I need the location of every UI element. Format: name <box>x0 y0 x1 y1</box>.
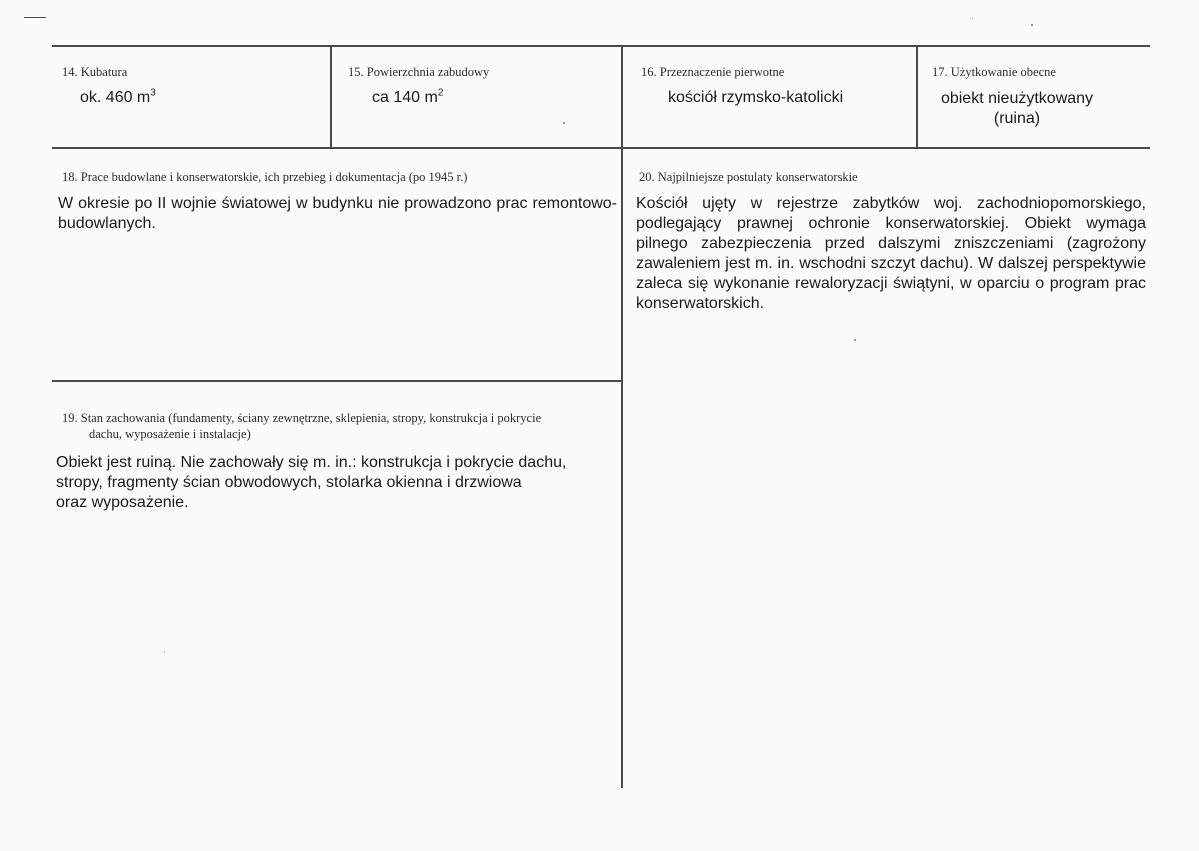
scan-speck <box>164 652 165 653</box>
field-18-prace-budowlane <box>58 169 617 234</box>
field18-bottom-line <box>52 380 622 382</box>
field-14-unit-exponent: 3 <box>150 87 156 99</box>
field-18-label: 18. Prace budowlane i konserwatorskie, ich przebieg i dokumentacja (po 1945 r.) <box>62 170 468 184</box>
scan-speck <box>1031 24 1033 26</box>
scan-speck <box>563 122 565 124</box>
field-17-value-line1: obiekt nieużytkowany <box>940 90 1094 107</box>
field-15-value-text: ca 140 m <box>372 89 438 106</box>
field-19-stan-zachowania <box>56 410 617 513</box>
field-19-value-line2: stropy, fragmenty ścian obwodowych, stolarka okienna i drzwiowa <box>56 474 522 491</box>
field-16-przeznaczenie <box>641 64 911 108</box>
field-15-value <box>348 88 608 108</box>
field-14-value-text: ok. 460 m <box>80 89 151 106</box>
scan-speck <box>972 18 973 19</box>
divider-16-17 <box>916 46 918 148</box>
field-19-value-line1: Obiekt jest ruiną. Nie zachowały się m. in.: konstrukcja i pokrycie dachu, <box>56 454 567 471</box>
field-17-uzytkowanie <box>932 64 1142 129</box>
top-border-line <box>52 45 1150 47</box>
row1-bottom-line <box>52 147 1150 149</box>
field-16-value: kościół rzymsko-katolicki <box>668 89 844 106</box>
field-18-value: W okresie po II wojnie światowej w budynku nie prowadzono prac remontowo-budowlanych. <box>58 195 617 232</box>
field-14-kubatura <box>62 64 322 108</box>
divider-14-15 <box>330 46 332 148</box>
field-17-label: 17. Użytkowanie obecne <box>932 65 1056 79</box>
field-15-powierzchnia <box>348 64 608 108</box>
field-14-label: 14. Kubatura <box>62 65 128 79</box>
field-15-unit-exponent: 2 <box>437 87 444 99</box>
field-19-value-line3: oraz wyposażenie. <box>56 494 189 511</box>
field-20-postulaty <box>636 169 1147 314</box>
field-20-value: Kościół ujęty w rejestrze zabytków woj. zachodniopomorskiego, podlegający prawnej ochronie konserwatorskiej. Obiekt wymaga pilnego zabezpieczenia przed dalszymi zniszczeniami (zagrożony zawaleniem jest m. in. wschodni szczyt dachu). W dalszej perspektywie zaleca się wykonanie rewaloryzacji świątyni, w oparciu o program prac konserwatorskich. <box>636 195 1146 312</box>
top-left-dash <box>24 17 46 18</box>
field-16-label: 16. Przeznaczenie pierwotne <box>641 65 785 79</box>
field-19-label-line2: dachu, wyposażenie i instalacje) <box>89 427 251 441</box>
field-19-label-line1: 19. Stan zachowania (fundamenty, ściany zewnętrzne, sklepienia, stropy, konstrukcja i pokrycie <box>62 411 542 425</box>
scan-speck <box>854 339 856 341</box>
field-14-value <box>62 88 322 108</box>
field-17-value-line2: (ruina) <box>993 110 1041 127</box>
field-17-value <box>932 89 1102 129</box>
divider-main <box>621 46 623 788</box>
field-20-label: 20. Najpilniejsze postulaty konserwatorskie <box>639 170 858 184</box>
field-15-label: 15. Powierzchnia zabudowy <box>348 65 490 79</box>
field-19-value <box>56 453 617 513</box>
